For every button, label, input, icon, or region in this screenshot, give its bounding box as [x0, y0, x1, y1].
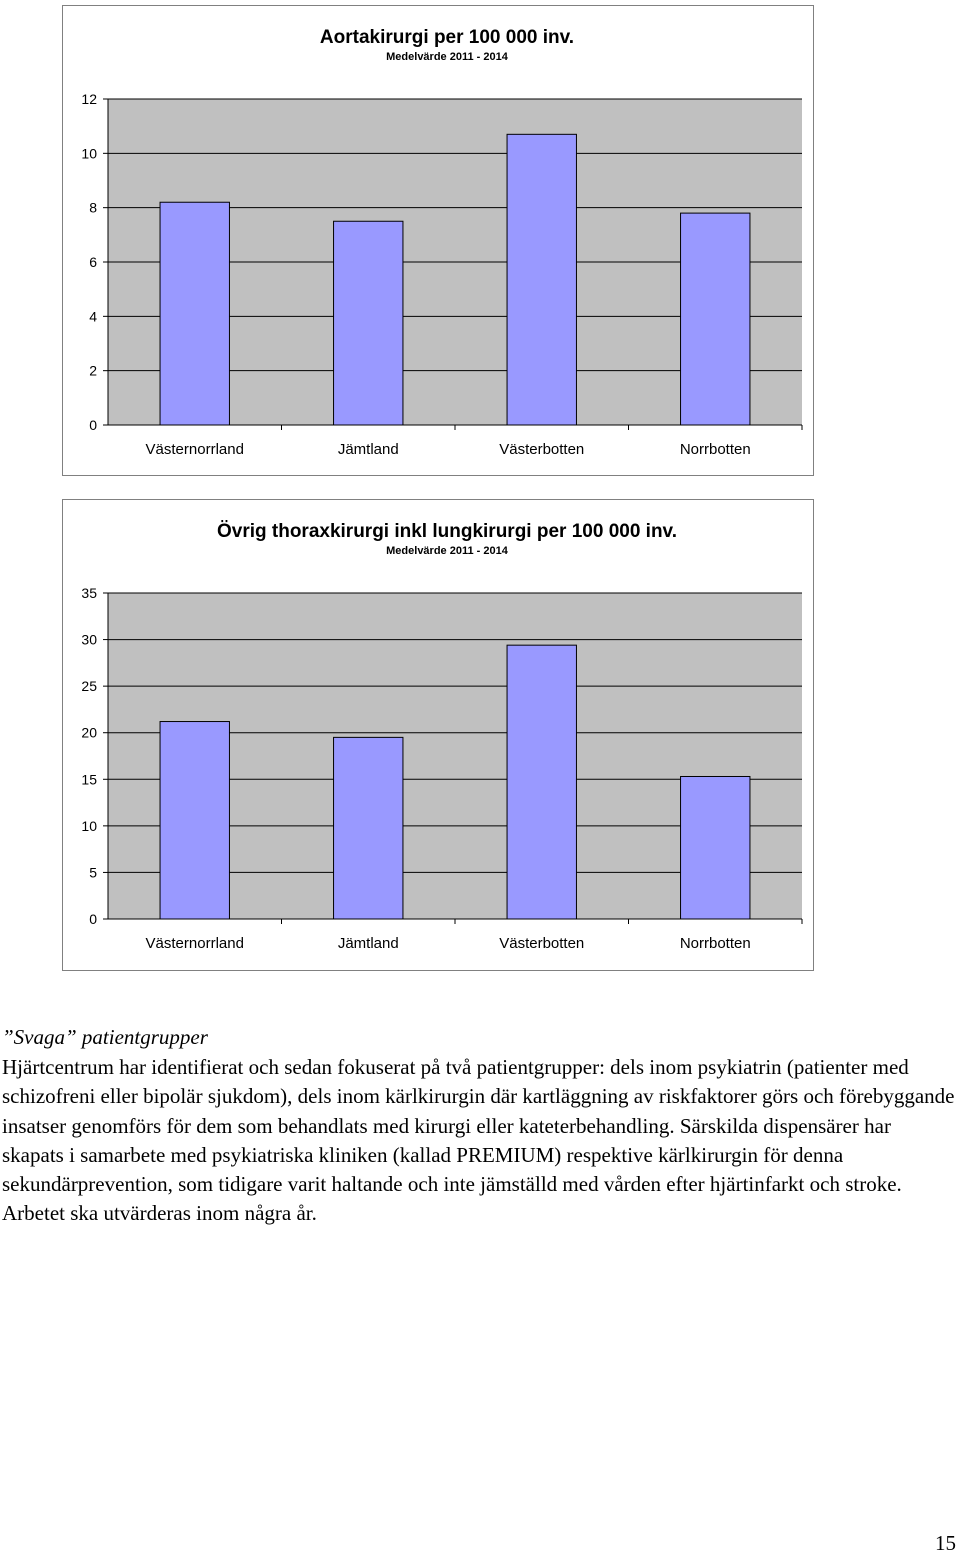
- x-category-label: Jämtland: [337, 441, 399, 458]
- bar-chart-ovrig-thoraxkirurgi: [63, 500, 813, 970]
- y-tick-label: 25: [81, 678, 97, 695]
- bar-jämtland: [334, 737, 403, 919]
- bar-västerbotten: [507, 645, 576, 919]
- bar-västerbotten: [507, 134, 576, 425]
- y-tick-label: 4: [89, 308, 97, 325]
- y-tick-label: 10: [81, 817, 97, 834]
- page-number: 15: [935, 1531, 956, 1555]
- chart-title: Övrig thoraxkirurgi inkl lungkirurgi per 100 000 inv.: [216, 521, 678, 542]
- x-category-label: Norrbotten: [679, 441, 751, 458]
- y-tick-label: 6: [89, 254, 97, 270]
- x-category-label: Västernorrland: [145, 441, 244, 458]
- y-tick-label: 20: [81, 724, 97, 741]
- y-tick-label: 5: [89, 864, 97, 881]
- x-category-label: Västernorrland: [145, 935, 244, 952]
- bar-västernorrland: [160, 202, 229, 425]
- bar-jämtland: [334, 221, 403, 425]
- y-tick-label: 35: [81, 585, 97, 601]
- y-tick-label: 2: [89, 362, 97, 379]
- bar-norrbotten: [681, 776, 750, 919]
- chart-ovrig-thoraxkirurgi: [62, 499, 814, 971]
- y-tick-label: 30: [81, 631, 97, 648]
- body-paragraph: Hjärtcentrum har identifierat och sedan fokuserat på två patientgrupper: dels inom psykiatrin (patienter med schizofreni eller bipolär sjukdom), dels inom kärlkirurgin där kartläggning av riskfaktorer görs och förebyggande insatser genomförs för dem som behandlats med kirurgi eller kateterbehandling. Särskilda dispensärer har skapats i samarbete med psykiatriska kliniken (kallad PREMIUM) respektive kärlkirurgin för denna sekundärprevention, som tidigare varit haltande och inte jämställd med vården efter hjärtinfarkt och stroke. Arbetet ska utvärderas inom några år.: [2, 1055, 955, 1226]
- section-heading: ”Svaga” patientgrupper: [2, 1025, 208, 1049]
- bar-chart-aortakirurgi: [63, 6, 813, 476]
- chart-subtitle: Medelvärde 2011 - 2014: [386, 545, 508, 557]
- x-category-label: Västerbotten: [499, 935, 585, 952]
- chart-aortakirurgi: [62, 5, 814, 476]
- y-tick-label: 12: [81, 91, 97, 107]
- y-tick-label: 10: [81, 145, 97, 162]
- bar-västernorrland: [160, 722, 229, 919]
- y-tick-label: 0: [89, 911, 97, 927]
- x-category-label: Jämtland: [337, 935, 399, 952]
- y-tick-label: 8: [89, 199, 97, 216]
- x-category-label: Norrbotten: [679, 935, 751, 952]
- chart-title: Aortakirurgi per 100 000 inv.: [319, 27, 575, 48]
- x-category-label: Västerbotten: [499, 441, 585, 458]
- bar-norrbotten: [681, 213, 750, 425]
- y-tick-label: 15: [81, 771, 97, 788]
- chart-subtitle: Medelvärde 2011 - 2014: [386, 51, 508, 63]
- y-tick-label: 0: [89, 417, 97, 433]
